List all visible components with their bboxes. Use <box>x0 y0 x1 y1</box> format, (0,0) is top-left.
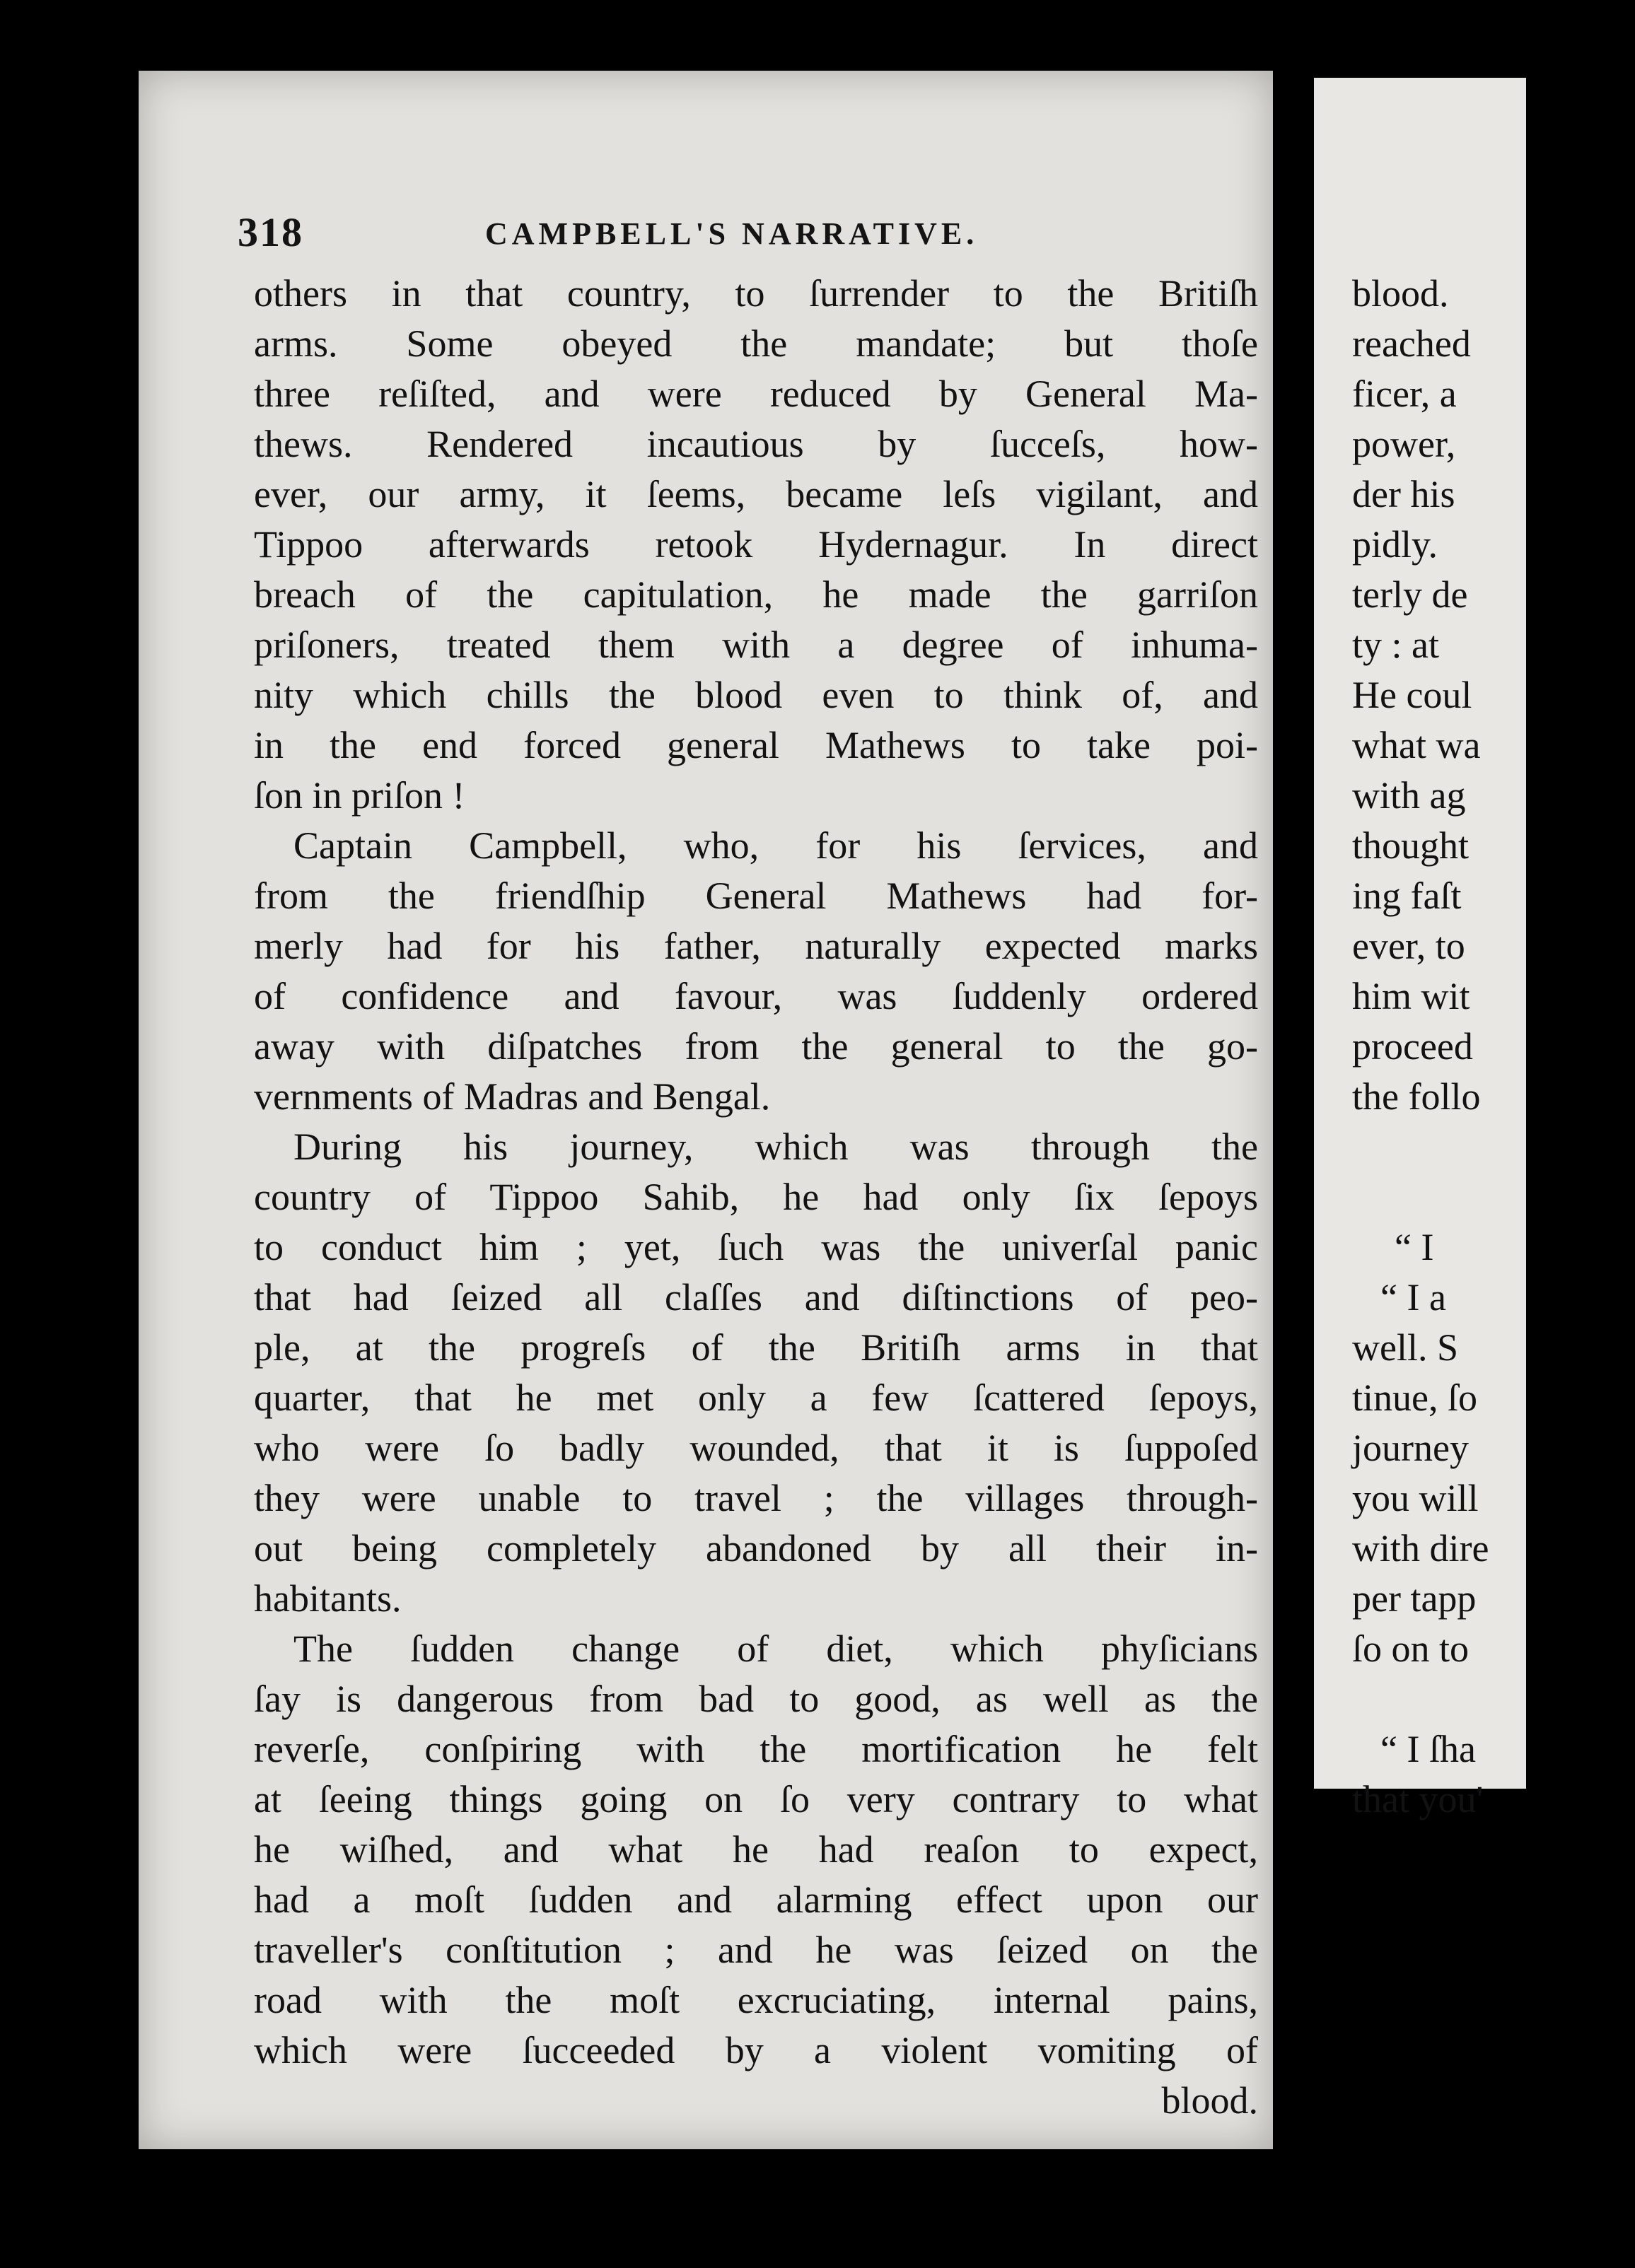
text-line: what wa <box>1352 724 1481 766</box>
text-line: from the friendſhip General Mathews had for- <box>254 875 1258 917</box>
text-line: ſon in priſon ! <box>254 774 465 817</box>
text-line: who were ſo badly wounded, that it is ſuppoſed <box>254 1427 1258 1469</box>
text-line: Tippoo afterwards retook Hydernagur. In direct <box>254 523 1258 566</box>
text-line: of confidence and favour, was ſuddenly ordered <box>254 975 1258 1017</box>
text-line: blood. <box>1352 272 1449 315</box>
text-line: “ I <box>1395 1226 1434 1268</box>
text-line: per tapp <box>1352 1577 1477 1620</box>
text-line: they were unable to travel ; the villages through- <box>254 1477 1258 1519</box>
text-line: ſay is dangerous from bad to good, as well as the <box>254 1678 1258 1720</box>
text-line: that had ſeized all claſſes and diſtinctions of peo- <box>254 1276 1258 1319</box>
text-line: that you' <box>1352 1778 1484 1820</box>
text-line: journey <box>1352 1427 1469 1469</box>
text-line: well. S <box>1352 1326 1459 1369</box>
blank-line <box>1352 1674 1635 1724</box>
facing-page-text <box>1352 269 1635 1825</box>
text-line: nity which chills the blood even to think of, and <box>254 674 1258 716</box>
text-line: ever, to <box>1352 925 1465 967</box>
text-line: proceed <box>1352 1025 1473 1068</box>
catchword: blood. <box>1161 2079 1258 2122</box>
text-line: ing faſt <box>1352 875 1462 917</box>
text-line: “ I ſha <box>1380 1728 1476 1770</box>
text-line: During his journey, which was through the <box>293 1126 1258 1168</box>
text-line: at ſeeing things going on ſo very contrary to what <box>254 1778 1258 1820</box>
text-line: arms. Some obeyed the mandate; but thoſe <box>254 322 1258 365</box>
text-line: thews. Rendered incautious by ſucceſs, how- <box>254 423 1258 465</box>
text-line: breach of the capitulation, he made the garriſon <box>254 573 1258 616</box>
text-line: traveller's conſtitution ; and he was ſeized on the <box>254 1929 1258 1971</box>
blank-line <box>1352 1122 1635 1172</box>
text-line: he wiſhed, and what he had reaſon to expect, <box>254 1828 1258 1871</box>
page-number: 318 <box>238 209 303 255</box>
text-line: ſo on to <box>1352 1627 1470 1670</box>
facing-page-fragment <box>1314 78 1526 1820</box>
text-line: him wit <box>1352 975 1470 1017</box>
text-line: priſoners, treated them with a degree of inhuma- <box>254 624 1258 666</box>
text-line: ever, our army, it ſeems, became leſs vigilant, and <box>254 473 1258 515</box>
text-line: habitants. <box>254 1577 402 1620</box>
text-line: had a moſt ſudden and alarming effect upon our <box>254 1878 1258 1921</box>
text-line: vernments of Madras and Bengal. <box>254 1075 771 1118</box>
text-line: “ I a <box>1380 1276 1446 1319</box>
text-line: terly de <box>1352 573 1468 616</box>
text-line: thought <box>1352 824 1470 867</box>
text-line: which were ſucceeded by a violent vomiting of <box>254 2029 1258 2071</box>
text-line: The ſudden change of diet, which phyſicians <box>293 1627 1258 1670</box>
text-line: to conduct him ; yet, ſuch was the univerſal panic <box>254 1226 1258 1268</box>
text-line: in the end forced general Mathews to take poi- <box>254 724 1258 766</box>
text-line: ple, at the progreſs of the Britiſh arms in that <box>254 1326 1258 1369</box>
text-line: three reſiſted, and were reduced by General Ma- <box>254 373 1258 415</box>
text-line: reverſe, conſpiring with the mortification he felt <box>254 1728 1258 1770</box>
text-line: road with the moſt excruciating, internal pains, <box>254 1979 1258 2021</box>
text-line: away with diſpatches from the general to the go- <box>254 1025 1258 1068</box>
text-line: the follo <box>1352 1075 1481 1118</box>
text-line: with ag <box>1352 774 1466 817</box>
text-line: Captain Campbell, who, for his ſervices, and <box>293 824 1258 867</box>
text-line: reached <box>1352 322 1471 365</box>
blank-line <box>1352 1172 1635 1222</box>
text-line: der his <box>1352 473 1455 515</box>
text-line: ty : at <box>1352 624 1439 666</box>
text-line: tinue, ſo <box>1352 1376 1477 1419</box>
text-line: merly had for his father, naturally expected marks <box>254 925 1258 967</box>
text-line: country of Tippoo Sahib, he had only ſix ſepoys <box>254 1176 1258 1218</box>
text-line: power, <box>1352 423 1456 465</box>
text-line: with dire <box>1352 1527 1489 1570</box>
text-line: you will <box>1352 1477 1479 1519</box>
text-line: quarter, that he met only a few ſcattered ſepoys, <box>254 1376 1258 1419</box>
page-header <box>238 209 1256 272</box>
text-line: ficer, a <box>1352 373 1457 415</box>
text-line: others in that country, to ſurrender to the Britiſh <box>254 272 1258 315</box>
body-text <box>254 269 1258 2126</box>
text-line: He coul <box>1352 674 1472 716</box>
running-head: CAMPBELL'S NARRATIVE. <box>485 216 979 251</box>
page <box>139 71 1273 2149</box>
text-line: pidly. <box>1352 523 1438 566</box>
text-line: out being completely abandoned by all their in- <box>254 1527 1258 1570</box>
